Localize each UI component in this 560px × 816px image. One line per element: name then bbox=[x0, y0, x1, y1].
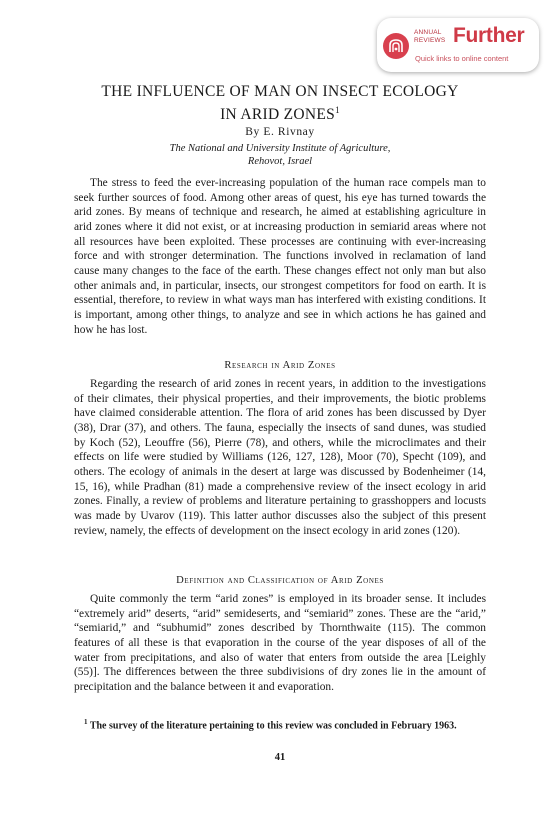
badge-subtitle: Quick links to online content bbox=[415, 54, 509, 63]
title-footnote-mark: 1 bbox=[335, 105, 340, 115]
annual-reviews-logo-icon bbox=[383, 33, 409, 59]
title-line-2 bbox=[40, 101, 520, 124]
research-paragraph: Regarding the research of arid zones in recent years, in addition to the investigations of their climates, their physical properties, and their improvements, the biotic problems have claimed considerable attention. The flora of arid zones has been discussed by Dyer (38), Drar (37), and others. The fauna, especially the insects of sand dunes, was studied by Koch (52), Leouffre (56), Pierre (78), and others, while the microclimates and their effects on life were studied by Williams (126, 127, 128), Moor (70), Specht (109), and others. The ecology of animals in the desert at large was discussed by Bodenheimer (14, 15, 16), while Pradhan (81) made a comprehensive review of the insect ecology in arid zones. Finally, a review of problems and literature pertaining to grasshoppers and locusts was made by Uvarov (119). This latter author discusses also the subject of this present review, namely, the effects of development on the insect ecology in arid zones (120). bbox=[74, 378, 486, 537]
section-heading-definition: Definition and Classification of Arid Zones bbox=[176, 575, 384, 586]
badge-brand-line1: ANNUAL bbox=[414, 29, 442, 36]
title-line-1: THE INFLUENCE OF MAN ON INSECT ECOLOGY bbox=[101, 83, 459, 100]
affiliation-line-1: The National and University Institute of Agriculture, bbox=[169, 143, 391, 154]
author-affiliation bbox=[40, 142, 520, 168]
section-heading-research: Research in Arid Zones bbox=[224, 360, 336, 371]
badge-brand-line2: REVIEWS bbox=[414, 36, 446, 44]
footnote-mark: 1 bbox=[84, 718, 88, 726]
badge-further-label: Further bbox=[453, 24, 525, 47]
footnote-text: The survey of the literature pertaining to this review was concluded in February 1963. bbox=[89, 720, 457, 732]
footnote bbox=[74, 716, 486, 733]
intro-paragraph: The stress to feed the ever-increasing population of the human race compels man to seek further sources of food. Among other areas of quest, his eye has turned towards the arid zones. By means of technique and research, he aimed at establishing agriculture in arid zones where it did not exist, or at increasing production in semiarid areas where not all resources have been exploited. These processes are continuing with ever-increasing force and with stronger determination. The functions involved in reclamation of land cause many changes to the face of the earth. These changes effect not only man but also other animals and, in particular, insects, our strongest competitors for food on earth. It is essential, therefore, to review in what ways man has interfered with existing conditions. It is important, among other things, to analyze and see in which actions he has gained and how he has lost. bbox=[74, 177, 486, 336]
badge-brand bbox=[414, 29, 458, 44]
author-byline: By E. Rivnay bbox=[245, 126, 315, 138]
affiliation-line-2: Rehovot, Israel bbox=[247, 156, 313, 167]
title-line-2-text: IN ARID ZONES bbox=[220, 106, 336, 124]
further-badge[interactable] bbox=[377, 18, 539, 72]
page-number: 41 bbox=[274, 752, 286, 763]
article-title bbox=[40, 83, 520, 124]
definition-paragraph: Quite commonly the term “arid zones” is employed in its broader sense. It includes “extremely arid” deserts, “arid” semideserts, and “semiarid” zones. These are the “arid,” “semiarid,” and “subhumid” zones described by Thornthwaite (115). The common features of all these is that evaporation in the course of the year disposes of all of the water from precipitations, and also of water that enters from outside the area [Leighly (55)]. The differences between the three subdivisions of dry zones lie in the amount of precipitation and the balance between it and evaporation. bbox=[74, 593, 486, 693]
